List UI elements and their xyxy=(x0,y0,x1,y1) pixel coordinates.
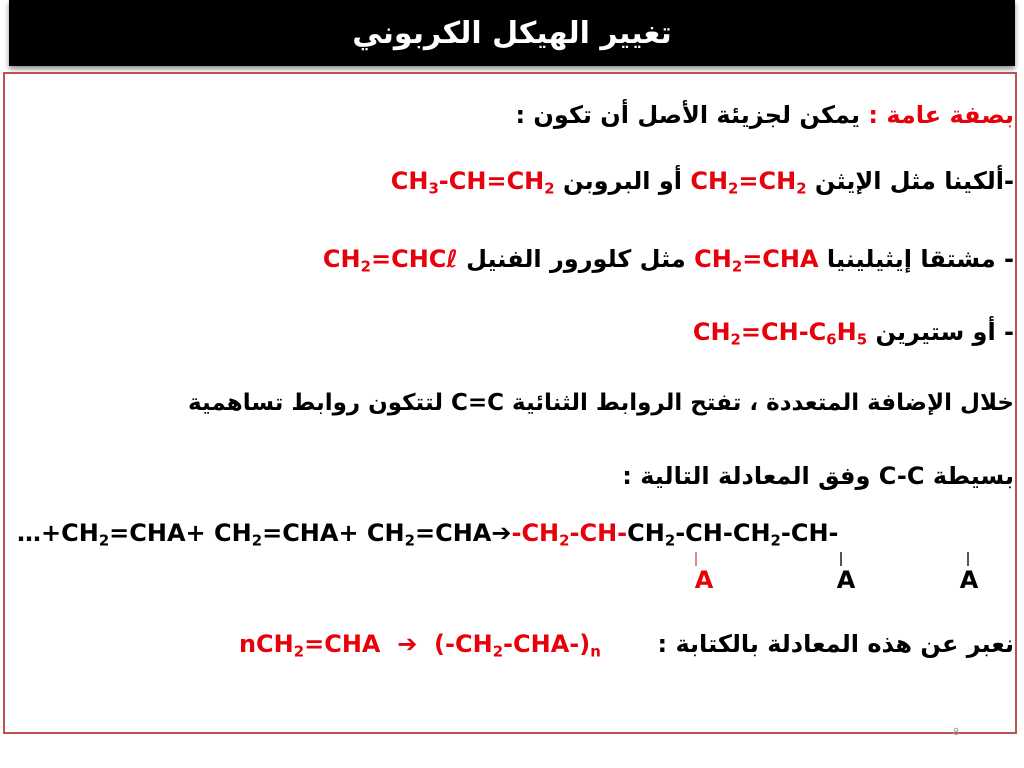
addition-text-2: لتتكون روابط تساهمية xyxy=(188,390,443,416)
slide-title: تغيير الهيكل الكربوني xyxy=(352,15,672,51)
bond-line-2 xyxy=(840,552,842,566)
substituent-a-2: A xyxy=(836,566,856,594)
propene-formula: $CH_3-CH=CH_2$ xyxy=(390,167,555,198)
page-number: 8 xyxy=(953,727,960,738)
single-bond-text-1: بسيطة xyxy=(924,462,1014,490)
single-bond-line xyxy=(622,462,1014,491)
alkene-text: -ألكينا مثل الإيثن xyxy=(806,167,1014,195)
substituent-a-3: A xyxy=(959,566,979,594)
derivative-text: - مشتقا إيثيلينيا xyxy=(818,245,1014,273)
intro-line xyxy=(515,101,1014,130)
vinyl-chloride-text: مثل كلورور الفنيل xyxy=(457,245,686,273)
double-bond-formula: C=C xyxy=(450,390,505,416)
substituent-a-1: A xyxy=(694,566,714,594)
ethene-formula: $CH_2=CH_2$ xyxy=(690,167,807,198)
intro-rest: يمكن لجزيئة الأصل أن تكون : xyxy=(515,101,869,129)
polymerization-equation xyxy=(17,519,839,550)
intro-lead: بصفة عامة : xyxy=(868,101,1014,129)
cha-formula: $CH_2=CHA$ xyxy=(694,245,819,276)
condensed-equation: nCH$_2$=CHA ➔ $(-CH_2-CHA-)_n$ xyxy=(238,630,601,661)
equation-unit-1: $-CH_2-CH-$ xyxy=(511,519,628,550)
single-bond-text-2: وفق المعادلة التالية : xyxy=(622,462,871,490)
styrene-formula: $CH_2=CH-C_6H_5$ xyxy=(692,318,868,349)
addition-line xyxy=(188,390,1014,418)
equation-reactants: $\dots+CH_2=CHA+ CH_2=CHA+ CH_2=CHA$ xyxy=(17,519,492,550)
arrow-icon: ➔ xyxy=(491,519,512,547)
or-propene-text: أو البروبن xyxy=(554,167,682,195)
alkene-line xyxy=(391,167,1014,196)
styrene-text: - أو ستيرين xyxy=(867,318,1014,346)
single-bond-formula: C-C xyxy=(878,462,925,490)
vinyl-chloride-formula: $CH_2=CHC\ell$ xyxy=(322,245,458,276)
arrow-icon: ➔ xyxy=(397,630,418,658)
addition-text-1: خلال الإضافة المتعددة ، تفتح الروابط الثنائية xyxy=(504,390,1014,416)
ethylene-derivative-line xyxy=(323,245,1014,274)
equation-unit-2: $CH_2-CH-$ xyxy=(627,519,733,550)
notation-line xyxy=(239,630,1014,659)
slide-title-bar xyxy=(9,0,1015,66)
styrene-line xyxy=(693,318,1014,347)
bond-line-1 xyxy=(695,552,697,566)
equation-unit-3: $CH_2-CH-$ xyxy=(732,519,839,550)
notation-text: نعبر عن هذه المعادلة بالكتابة : xyxy=(657,630,1014,658)
bond-line-3 xyxy=(967,552,969,566)
